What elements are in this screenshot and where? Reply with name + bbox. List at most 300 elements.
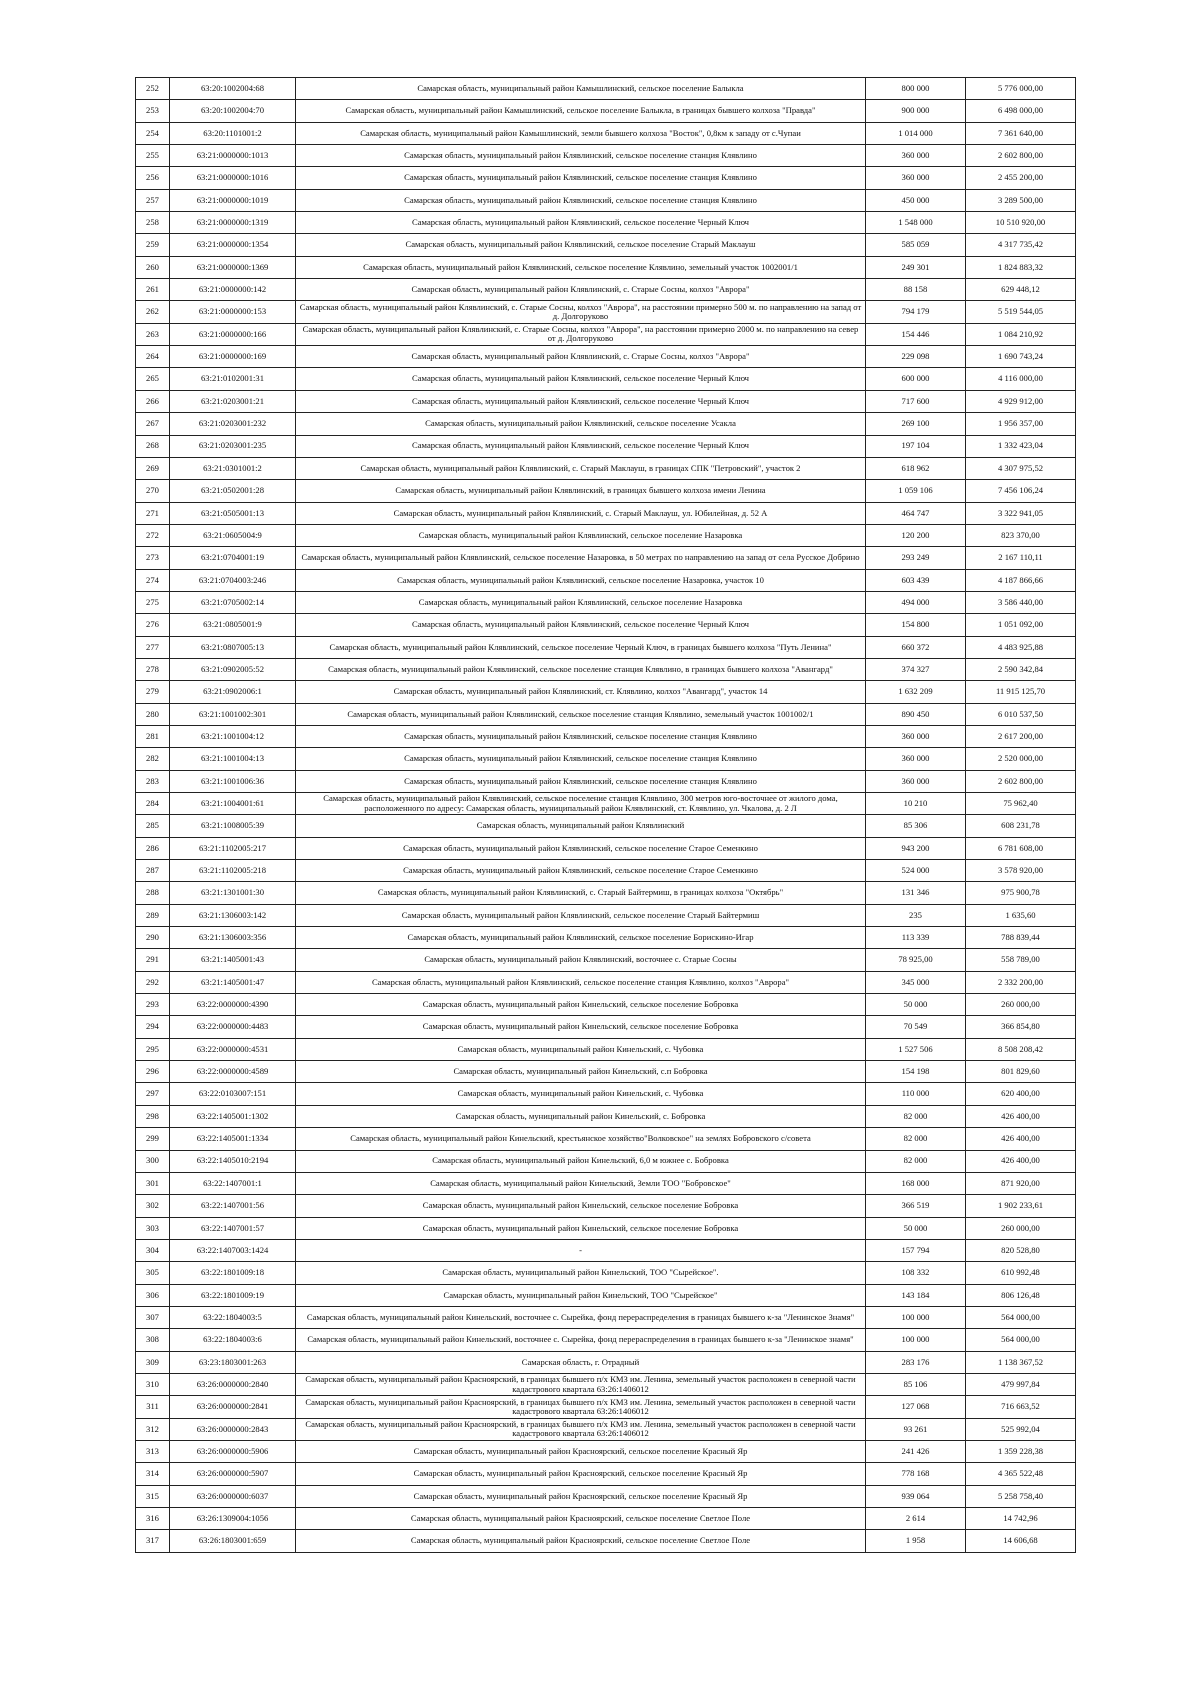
address-cell: Самарская область, муниципальный район Красноярский, сельское поселение Красный Яр (296, 1485, 866, 1507)
value-cell: 14 742,96 (966, 1508, 1076, 1530)
value-cell: 3 289 500,00 (966, 189, 1076, 211)
address-cell: Самарская область, муниципальный район Клявлинский, сельское поселение станция Клявлино (296, 145, 866, 167)
area-cell: 108 332 (866, 1262, 966, 1284)
row-number-cell: 296 (136, 1061, 170, 1083)
row-number-cell: 280 (136, 703, 170, 725)
address-cell: Самарская область, муниципальный район Клявлинский, сельское поселение Старое Семенкино (296, 837, 866, 859)
value-cell: 4 116 000,00 (966, 368, 1076, 390)
cadastral-number-cell: 63:21:1405001:43 (170, 949, 296, 971)
row-number-cell: 301 (136, 1172, 170, 1194)
address-cell: - (296, 1239, 866, 1261)
value-cell: 2 332 200,00 (966, 971, 1076, 993)
area-cell: 374 327 (866, 658, 966, 680)
cadastral-number-cell: 63:22:0000000:4483 (170, 1016, 296, 1038)
document-page (135, 77, 1075, 1553)
land-plots-table (135, 77, 1076, 1553)
value-cell: 75 962,40 (966, 793, 1076, 815)
address-cell: Самарская область, муниципальный район Клявлинский, сельское поселение станция Клявлино (296, 167, 866, 189)
value-cell: 1 902 233,61 (966, 1195, 1076, 1217)
row-number-cell: 257 (136, 189, 170, 211)
value-cell: 8 508 208,42 (966, 1038, 1076, 1060)
value-cell: 479 997,84 (966, 1373, 1076, 1395)
address-cell: Самарская область, муниципальный район Клявлинский, сельское поселение Усакла (296, 413, 866, 435)
area-cell: 85 106 (866, 1373, 966, 1395)
row-number-cell: 300 (136, 1150, 170, 1172)
row-number-cell: 291 (136, 949, 170, 971)
area-cell: 154 446 (866, 323, 966, 345)
area-cell: 82 000 (866, 1105, 966, 1127)
cadastral-number-cell: 63:21:0605004:9 (170, 524, 296, 546)
area-cell: 197 104 (866, 435, 966, 457)
row-number-cell: 264 (136, 346, 170, 368)
table-row (136, 1530, 1076, 1552)
area-cell: 494 000 (866, 591, 966, 613)
row-number-cell: 277 (136, 636, 170, 658)
table-row (136, 658, 1076, 680)
row-number-cell: 281 (136, 725, 170, 747)
area-cell: 717 600 (866, 390, 966, 412)
row-number-cell: 267 (136, 413, 170, 435)
area-cell: 603 439 (866, 569, 966, 591)
area-cell: 360 000 (866, 748, 966, 770)
address-cell: Самарская область, муниципальный район Клявлинский (296, 815, 866, 837)
cadastral-number-cell: 63:21:1405001:47 (170, 971, 296, 993)
address-cell: Самарская область, муниципальный район Кинельский, Земли ТОО "Бобровское" (296, 1172, 866, 1194)
address-cell: Самарская область, муниципальный район Клявлинский, в границах бывшего колхоза имени Ленина (296, 480, 866, 502)
area-cell: 85 306 (866, 815, 966, 837)
value-cell: 716 663,52 (966, 1396, 1076, 1418)
cadastral-number-cell: 63:21:0000000:1019 (170, 189, 296, 211)
address-cell: Самарская область, муниципальный район Кинельский, с. Чубовка (296, 1038, 866, 1060)
table-row (136, 1262, 1076, 1284)
value-cell: 1 635,60 (966, 904, 1076, 926)
value-cell: 1 359 228,38 (966, 1440, 1076, 1462)
area-cell: 120 200 (866, 524, 966, 546)
cadastral-number-cell: 63:26:0000000:5906 (170, 1440, 296, 1462)
row-number-cell: 282 (136, 748, 170, 770)
value-cell: 608 231,78 (966, 815, 1076, 837)
address-cell: Самарская область, муниципальный район Красноярский, сельское поселение Красный Яр (296, 1463, 866, 1485)
address-cell: Самарская область, муниципальный район Камышлинский, сельское поселение Балыкла, в границах бывшего колхоза "Правда" (296, 100, 866, 122)
address-cell: Самарская область, муниципальный район Клявлинский, сельское поселение станция Клявлино (296, 189, 866, 211)
cadastral-number-cell: 63:21:1001006:36 (170, 770, 296, 792)
area-cell: 450 000 (866, 189, 966, 211)
address-cell: Самарская область, муниципальный район Клявлинский, сельское поселение Черный Ключ (296, 368, 866, 390)
cadastral-number-cell: 63:20:1101001:2 (170, 122, 296, 144)
row-number-cell: 314 (136, 1463, 170, 1485)
table-row (136, 1396, 1076, 1418)
area-cell: 890 450 (866, 703, 966, 725)
address-cell: Самарская область, муниципальный район Клявлинский, сельское поселение Назаровка, участок 10 (296, 569, 866, 591)
cadastral-number-cell: 63:23:1803001:263 (170, 1351, 296, 1373)
area-cell: 283 176 (866, 1351, 966, 1373)
table-row (136, 1373, 1076, 1395)
area-cell: 360 000 (866, 167, 966, 189)
area-cell: 1 059 106 (866, 480, 966, 502)
value-cell: 7 456 106,24 (966, 480, 1076, 502)
address-cell: Самарская область, муниципальный район Клявлинский, восточнее с. Старые Сосны (296, 949, 866, 971)
address-cell: Самарская область, муниципальный район Кинельский, ТОО "Сырейское" (296, 1284, 866, 1306)
value-cell: 426 400,00 (966, 1105, 1076, 1127)
address-cell: Самарская область, муниципальный район Клявлинский, с. Старые Сосны, колхоз "Аврора" (296, 346, 866, 368)
table-row (136, 368, 1076, 390)
value-cell: 366 854,80 (966, 1016, 1076, 1038)
value-cell: 610 992,48 (966, 1262, 1076, 1284)
address-cell: Самарская область, муниципальный район Кинельский, с. Чубовка (296, 1083, 866, 1105)
cadastral-number-cell: 63:26:0000000:5907 (170, 1463, 296, 1485)
value-cell: 823 370,00 (966, 524, 1076, 546)
row-number-cell: 313 (136, 1440, 170, 1462)
value-cell: 1 084 210,92 (966, 323, 1076, 345)
area-cell: 618 962 (866, 457, 966, 479)
area-cell: 360 000 (866, 725, 966, 747)
address-cell: Самарская область, муниципальный район Клявлинский, сельское поселение Старый Маклауш (296, 234, 866, 256)
table-row (136, 346, 1076, 368)
row-number-cell: 299 (136, 1128, 170, 1150)
area-cell: 50 000 (866, 1217, 966, 1239)
table-row (136, 569, 1076, 591)
address-cell: Самарская область, муниципальный район Красноярский, в границах бывшего п/х КМЗ им. Ленина, земельный участок расположен в северной части кадастрового квартала 63:26:1406012 (296, 1373, 866, 1395)
cadastral-number-cell: 63:21:0203001:235 (170, 435, 296, 457)
row-number-cell: 262 (136, 301, 170, 323)
table-row (136, 1329, 1076, 1351)
row-number-cell: 266 (136, 390, 170, 412)
value-cell: 3 578 920,00 (966, 860, 1076, 882)
value-cell: 629 448,12 (966, 279, 1076, 301)
table-row (136, 1485, 1076, 1507)
value-cell: 2 602 800,00 (966, 770, 1076, 792)
row-number-cell: 284 (136, 793, 170, 815)
value-cell: 4 307 975,52 (966, 457, 1076, 479)
table-body (136, 78, 1076, 1553)
row-number-cell: 260 (136, 256, 170, 278)
area-cell: 585 059 (866, 234, 966, 256)
row-number-cell: 278 (136, 658, 170, 680)
row-number-cell: 290 (136, 927, 170, 949)
area-cell: 70 549 (866, 1016, 966, 1038)
row-number-cell: 306 (136, 1284, 170, 1306)
value-cell: 564 000,00 (966, 1329, 1076, 1351)
address-cell: Самарская область, муниципальный район Кинельский, сельское поселение Бобровка (296, 994, 866, 1016)
value-cell: 801 829,60 (966, 1061, 1076, 1083)
row-number-cell: 305 (136, 1262, 170, 1284)
table-row (136, 1440, 1076, 1462)
value-cell: 6 781 608,00 (966, 837, 1076, 859)
row-number-cell: 317 (136, 1530, 170, 1552)
row-number-cell: 308 (136, 1329, 170, 1351)
value-cell: 5 258 758,40 (966, 1485, 1076, 1507)
area-cell: 241 426 (866, 1440, 966, 1462)
table-row (136, 234, 1076, 256)
area-cell: 168 000 (866, 1172, 966, 1194)
row-number-cell: 285 (136, 815, 170, 837)
address-cell: Самарская область, муниципальный район Клявлинский, сельское поселение Черный Ключ, в границах бывшего колхоза "Путь Ленина" (296, 636, 866, 658)
row-number-cell: 311 (136, 1396, 170, 1418)
address-cell: Самарская область, муниципальный район Клявлинский, сельское поселение Старое Семенкино (296, 860, 866, 882)
table-row (136, 681, 1076, 703)
table-row (136, 793, 1076, 815)
row-number-cell: 316 (136, 1508, 170, 1530)
address-cell: Самарская область, муниципальный район Клявлинский, сельское поселение Черный Ключ (296, 614, 866, 636)
table-row (136, 1105, 1076, 1127)
table-row (136, 1463, 1076, 1485)
area-cell: 88 158 (866, 279, 966, 301)
table-row (136, 524, 1076, 546)
table-row (136, 78, 1076, 100)
cadastral-number-cell: 63:26:0000000:6037 (170, 1485, 296, 1507)
table-row (136, 1038, 1076, 1060)
cadastral-number-cell: 63:22:1407001:1 (170, 1172, 296, 1194)
area-cell: 360 000 (866, 770, 966, 792)
area-cell: 778 168 (866, 1463, 966, 1485)
area-cell: 794 179 (866, 301, 966, 323)
cadastral-number-cell: 63:21:1004001:61 (170, 793, 296, 815)
cadastral-number-cell: 63:21:0000000:169 (170, 346, 296, 368)
address-cell: Самарская область, муниципальный район Клявлинский, с. Старые Сосны, колхоз "Аврора", на расстоянии примерно 500 м. по направлению на запад от д. Долгоруково (296, 301, 866, 323)
row-number-cell: 255 (136, 145, 170, 167)
value-cell: 2 590 342,84 (966, 658, 1076, 680)
table-row (136, 413, 1076, 435)
table-row (136, 457, 1076, 479)
row-number-cell: 273 (136, 547, 170, 569)
address-cell: Самарская область, муниципальный район Клявлинский, ст. Клявлино, колхоз "Авангард", участок 14 (296, 681, 866, 703)
cadastral-number-cell: 63:21:0704001:19 (170, 547, 296, 569)
cadastral-number-cell: 63:22:1407003:1424 (170, 1239, 296, 1261)
cadastral-number-cell: 63:26:0000000:2841 (170, 1396, 296, 1418)
cadastral-number-cell: 63:21:1001002:301 (170, 703, 296, 725)
row-number-cell: 268 (136, 435, 170, 457)
row-number-cell: 271 (136, 502, 170, 524)
row-number-cell: 269 (136, 457, 170, 479)
area-cell: 366 519 (866, 1195, 966, 1217)
area-cell: 110 000 (866, 1083, 966, 1105)
cadastral-number-cell: 63:22:0000000:4589 (170, 1061, 296, 1083)
value-cell: 3 586 440,00 (966, 591, 1076, 613)
row-number-cell: 276 (136, 614, 170, 636)
address-cell: Самарская область, муниципальный район Клявлинский, сельское поселение Черный Ключ (296, 390, 866, 412)
row-number-cell: 309 (136, 1351, 170, 1373)
table-row (136, 435, 1076, 457)
address-cell: Самарская область, муниципальный район Клявлинский, с. Старые Сосны, колхоз "Аврора", на расстоянии примерно 2000 м. по направлению на север от д. Долгоруково (296, 323, 866, 345)
address-cell: Самарская область, муниципальный район Клявлинский, сельское поселение станция Клявлино, колхоз "Аврора" (296, 971, 866, 993)
area-cell: 82 000 (866, 1150, 966, 1172)
table-row (136, 212, 1076, 234)
row-number-cell: 304 (136, 1239, 170, 1261)
table-row (136, 1351, 1076, 1373)
table-row (136, 1508, 1076, 1530)
area-cell: 293 249 (866, 547, 966, 569)
table-row (136, 837, 1076, 859)
table-row (136, 301, 1076, 323)
address-cell: Самарская область, муниципальный район Клявлинский, с. Старые Сосны, колхоз "Аврора" (296, 279, 866, 301)
row-number-cell: 303 (136, 1217, 170, 1239)
table-row (136, 502, 1076, 524)
row-number-cell: 307 (136, 1306, 170, 1328)
cadastral-number-cell: 63:22:1405001:1334 (170, 1128, 296, 1150)
area-cell: 660 372 (866, 636, 966, 658)
table-row (136, 279, 1076, 301)
area-cell: 1 958 (866, 1530, 966, 1552)
value-cell: 1 138 367,52 (966, 1351, 1076, 1373)
address-cell: Самарская область, муниципальный район Клявлинский, сельское поселение Клявлино, земельный участок 1002001/1 (296, 256, 866, 278)
area-cell: 157 794 (866, 1239, 966, 1261)
value-cell: 525 992,04 (966, 1418, 1076, 1440)
cadastral-number-cell: 63:21:1306003:356 (170, 927, 296, 949)
value-cell: 975 900,78 (966, 882, 1076, 904)
table-row (136, 748, 1076, 770)
cadastral-number-cell: 63:26:1803001:659 (170, 1530, 296, 1552)
row-number-cell: 272 (136, 524, 170, 546)
cadastral-number-cell: 63:21:1001004:12 (170, 725, 296, 747)
address-cell: Самарская область, муниципальный район Клявлинский, сельское поселение Назаровка, в 50 метрах по направлению на запад от села Русское Добрино (296, 547, 866, 569)
row-number-cell: 289 (136, 904, 170, 926)
table-row (136, 904, 1076, 926)
value-cell: 426 400,00 (966, 1150, 1076, 1172)
row-number-cell: 279 (136, 681, 170, 703)
row-number-cell: 256 (136, 167, 170, 189)
table-row (136, 703, 1076, 725)
row-number-cell: 298 (136, 1105, 170, 1127)
table-row (136, 770, 1076, 792)
table-row (136, 1239, 1076, 1261)
row-number-cell: 293 (136, 994, 170, 1016)
value-cell: 260 000,00 (966, 1217, 1076, 1239)
value-cell: 4 483 925,88 (966, 636, 1076, 658)
table-row (136, 323, 1076, 345)
cadastral-number-cell: 63:21:1301001:30 (170, 882, 296, 904)
cadastral-number-cell: 63:21:0000000:166 (170, 323, 296, 345)
value-cell: 558 789,00 (966, 949, 1076, 971)
table-row (136, 994, 1076, 1016)
row-number-cell: 274 (136, 569, 170, 591)
cadastral-number-cell: 63:21:0505001:13 (170, 502, 296, 524)
area-cell: 154 198 (866, 1061, 966, 1083)
address-cell: Самарская область, муниципальный район Красноярский, сельское поселение Красный Яр (296, 1440, 866, 1462)
value-cell: 2 167 110,11 (966, 547, 1076, 569)
value-cell: 14 606,68 (966, 1530, 1076, 1552)
table-row (136, 145, 1076, 167)
value-cell: 11 915 125,70 (966, 681, 1076, 703)
cadastral-number-cell: 63:20:1002004:70 (170, 100, 296, 122)
table-row (136, 860, 1076, 882)
row-number-cell: 315 (136, 1485, 170, 1507)
area-cell: 10 210 (866, 793, 966, 815)
address-cell: Самарская область, муниципальный район Клявлинский, сельское поселение Назаровка (296, 524, 866, 546)
table-row (136, 1195, 1076, 1217)
cadastral-number-cell: 63:21:1008005:39 (170, 815, 296, 837)
area-cell: 1 548 000 (866, 212, 966, 234)
cadastral-number-cell: 63:26:1309004:1056 (170, 1508, 296, 1530)
cadastral-number-cell: 63:22:1407001:57 (170, 1217, 296, 1239)
area-cell: 127 068 (866, 1396, 966, 1418)
area-cell: 235 (866, 904, 966, 926)
row-number-cell: 252 (136, 78, 170, 100)
address-cell: Самарская область, муниципальный район Клявлинский, сельское поселение станция Клявлино, 300 метров юго-восточнее от жилого дома, расположенного по адресу: Самарская область, муниципальный район Клявлинский, ст. Клявлино, ул. Чкалова, д. 2 Л (296, 793, 866, 815)
table-row (136, 927, 1076, 949)
area-cell: 2 614 (866, 1508, 966, 1530)
table-row (136, 815, 1076, 837)
cadastral-number-cell: 63:21:1001004:13 (170, 748, 296, 770)
value-cell: 260 000,00 (966, 994, 1076, 1016)
table-row (136, 100, 1076, 122)
value-cell: 3 322 941,05 (966, 502, 1076, 524)
cadastral-number-cell: 63:21:0000000:1016 (170, 167, 296, 189)
value-cell: 4 187 866,66 (966, 569, 1076, 591)
address-cell: Самарская область, муниципальный район Красноярский, сельское поселение Светлое Поле (296, 1508, 866, 1530)
row-number-cell: 292 (136, 971, 170, 993)
area-cell: 600 000 (866, 368, 966, 390)
address-cell: Самарская область, муниципальный район Клявлинский, сельское поселение Назаровка (296, 591, 866, 613)
area-cell: 1 632 209 (866, 681, 966, 703)
address-cell: Самарская область, муниципальный район Красноярский, сельское поселение Светлое Поле (296, 1530, 866, 1552)
address-cell: Самарская область, муниципальный район Кинельский, с. Бобровка (296, 1105, 866, 1127)
table-row (136, 1418, 1076, 1440)
cadastral-number-cell: 63:22:1405010:2194 (170, 1150, 296, 1172)
table-row (136, 1217, 1076, 1239)
cadastral-number-cell: 63:21:0902005:52 (170, 658, 296, 680)
address-cell: Самарская область, муниципальный район Кинельский, с.п Бобровка (296, 1061, 866, 1083)
value-cell: 1 051 092,00 (966, 614, 1076, 636)
cadastral-number-cell: 63:22:1407001:56 (170, 1195, 296, 1217)
cadastral-number-cell: 63:22:1405001:1302 (170, 1105, 296, 1127)
value-cell: 1 332 423,04 (966, 435, 1076, 457)
cadastral-number-cell: 63:21:0000000:1013 (170, 145, 296, 167)
area-cell: 943 200 (866, 837, 966, 859)
cadastral-number-cell: 63:22:0103007:151 (170, 1083, 296, 1105)
table-row (136, 1083, 1076, 1105)
value-cell: 4 929 912,00 (966, 390, 1076, 412)
address-cell: Самарская область, г. Отрадный (296, 1351, 866, 1373)
address-cell: Самарская область, муниципальный район Кинельский, 6,0 м южнее с. Бобровка (296, 1150, 866, 1172)
cadastral-number-cell: 63:21:0203001:232 (170, 413, 296, 435)
value-cell: 6 498 000,00 (966, 100, 1076, 122)
cadastral-number-cell: 63:22:1801009:19 (170, 1284, 296, 1306)
row-number-cell: 297 (136, 1083, 170, 1105)
table-row (136, 189, 1076, 211)
cadastral-number-cell: 63:21:0102001:31 (170, 368, 296, 390)
table-row (136, 882, 1076, 904)
value-cell: 5 776 000,00 (966, 78, 1076, 100)
cadastral-number-cell: 63:26:0000000:2843 (170, 1418, 296, 1440)
area-cell: 100 000 (866, 1329, 966, 1351)
address-cell: Самарская область, муниципальный район Кинельский, восточнее с. Сырейка, фонд перераспределения в границах бывшего к-за "Ленинское знамя" (296, 1329, 866, 1351)
table-row (136, 547, 1076, 569)
table-row (136, 480, 1076, 502)
table-row (136, 591, 1076, 613)
value-cell: 7 361 640,00 (966, 122, 1076, 144)
cadastral-number-cell: 63:22:1804003:6 (170, 1329, 296, 1351)
value-cell: 788 839,44 (966, 927, 1076, 949)
cadastral-number-cell: 63:21:0705002:14 (170, 591, 296, 613)
row-number-cell: 258 (136, 212, 170, 234)
address-cell: Самарская область, муниципальный район Красноярский, в границах бывшего п/х КМЗ им. Ленина, земельный участок расположен в северной части кадастрового квартала 63:26:1406012 (296, 1418, 866, 1440)
address-cell: Самарская область, муниципальный район Клявлинский, сельское поселение Черный Ключ (296, 435, 866, 457)
row-number-cell: 275 (136, 591, 170, 613)
cadastral-number-cell: 63:21:0000000:153 (170, 301, 296, 323)
table-row (136, 122, 1076, 144)
row-number-cell: 265 (136, 368, 170, 390)
area-cell: 143 184 (866, 1284, 966, 1306)
row-number-cell: 254 (136, 122, 170, 144)
area-cell: 1 014 000 (866, 122, 966, 144)
area-cell: 249 301 (866, 256, 966, 278)
cadastral-number-cell: 63:21:1102005:217 (170, 837, 296, 859)
area-cell: 800 000 (866, 78, 966, 100)
value-cell: 4 317 735,42 (966, 234, 1076, 256)
row-number-cell: 302 (136, 1195, 170, 1217)
table-row (136, 614, 1076, 636)
row-number-cell: 310 (136, 1373, 170, 1395)
